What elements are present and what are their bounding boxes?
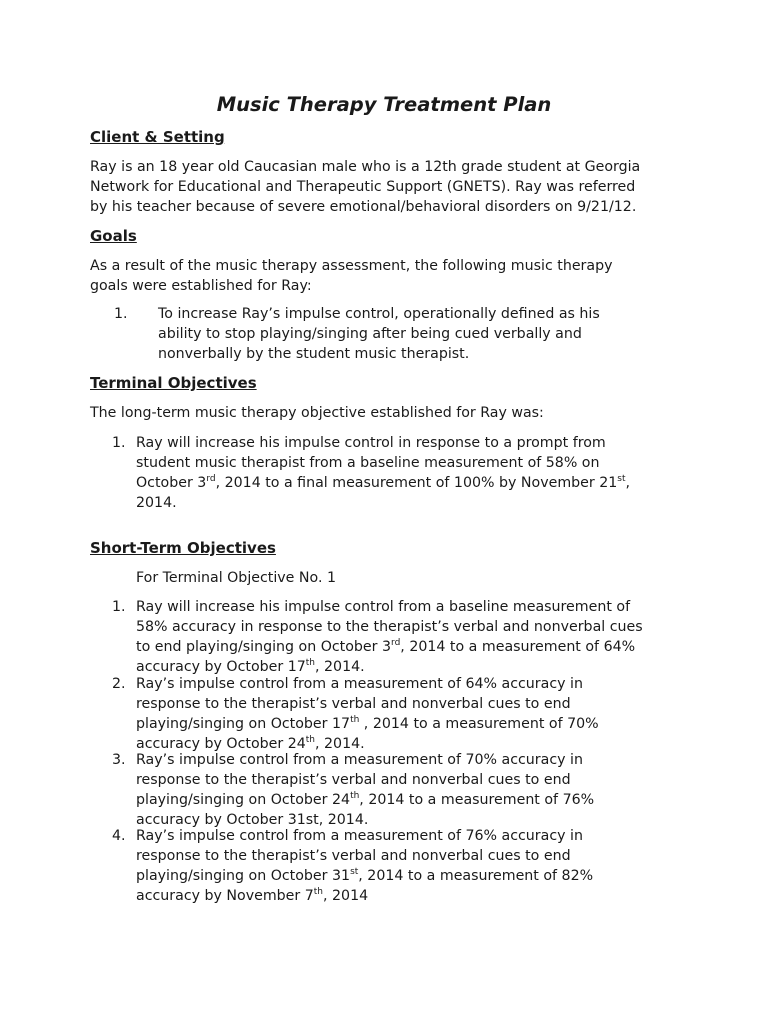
paragraph-line: by his teacher because of severe emotional/behavioral disorders on 9/21/12. — [90, 199, 637, 215]
goals-heading: Goals — [90, 227, 137, 245]
list-number: 2. — [112, 676, 126, 692]
list-number: 1. — [112, 435, 126, 451]
goals-intro — [90, 256, 690, 296]
terminal-objective-item — [90, 433, 690, 513]
paragraph-line: Network for Educational and Therapeutic Support (GNETS). Ray was referred — [90, 179, 636, 195]
document-title: Music Therapy Treatment Plan — [216, 93, 552, 116]
list-item-line: ability to stop playing/singing after being cued verbally and — [158, 326, 582, 342]
short-term-subheading — [136, 568, 736, 588]
short-term-objective-item — [90, 750, 690, 830]
list-item-line: To increase Ray’s impulse control, operationally defined as his — [158, 306, 600, 322]
list-item-line: response to the therapist’s verbal and nonverbal cues to end — [136, 696, 571, 712]
list-item-text — [158, 304, 718, 364]
list-item-line: Ray will increase his impulse control in response to a prompt from — [136, 435, 606, 451]
list-item-line: Ray will increase his impulse control from a baseline measurement of — [136, 599, 631, 615]
paragraph-line: Ray is an 18 year old Caucasian male who is a 12th grade student at Georgia — [90, 159, 641, 175]
list-item-text — [136, 674, 696, 754]
list-item-line: accuracy by October 17th, 2014. — [136, 658, 365, 675]
client-setting-paragraph — [90, 157, 690, 217]
paragraph-line: goals were established for Ray: — [90, 278, 312, 294]
list-item-line: October 3rd, 2014 to a final measurement of 100% by November 21st, — [136, 474, 631, 491]
list-item-line: response to the therapist’s verbal and nonverbal cues to end — [136, 772, 571, 788]
list-item-text — [136, 750, 696, 830]
list-item-line: accuracy by November 7th, 2014 — [136, 887, 369, 904]
list-item-line: playing/singing on October 31st, 2014 to a measurement of 82% — [136, 867, 594, 884]
goal-item — [90, 304, 690, 364]
list-item-line: nonverbally by the student music therapist. — [158, 346, 470, 362]
short-term-objective-item — [90, 674, 690, 754]
list-item-line: accuracy by October 31st, 2014. — [136, 812, 369, 828]
list-item-line: accuracy by October 24th, 2014. — [136, 735, 365, 752]
list-item-line: to end playing/singing on October 3rd, 2014 to a measurement of 64% — [136, 638, 636, 655]
list-item-line: Ray’s impulse control from a measurement of 76% accuracy in — [136, 828, 583, 844]
list-item-text — [136, 433, 696, 513]
list-item-line: Ray’s impulse control from a measurement of 64% accuracy in — [136, 676, 583, 692]
list-number: 3. — [112, 752, 126, 768]
list-item-line: playing/singing on October 24th, 2014 to a measurement of 76% — [136, 791, 595, 808]
list-item-line: 2014. — [136, 495, 177, 511]
list-number: 1. — [112, 599, 126, 615]
list-item-line: response to the therapist’s verbal and nonverbal cues to end — [136, 848, 571, 864]
list-item-line: Ray’s impulse control from a measurement of 70% accuracy in — [136, 752, 583, 768]
client-setting-heading: Client & Setting — [90, 128, 225, 146]
terminal-objectives-heading: Terminal Objectives — [90, 374, 257, 392]
list-item-line: student music therapist from a baseline measurement of 58% on — [136, 455, 600, 471]
terminal-objectives-intro — [90, 403, 690, 423]
list-item-text — [136, 597, 696, 677]
list-item-line: playing/singing on October 17th , 2014 to a measurement of 70% — [136, 715, 599, 732]
list-number: 4. — [112, 828, 126, 844]
paragraph-line: For Terminal Objective No. 1 — [136, 570, 337, 586]
short-term-objective-item — [90, 826, 690, 906]
list-item-line: 58% accuracy in response to the therapist’s verbal and nonverbal cues — [136, 619, 643, 635]
short-term-objective-item — [90, 597, 690, 677]
paragraph-line: As a result of the music therapy assessment, the following music therapy — [90, 258, 613, 274]
short-term-objectives-heading: Short-Term Objectives — [90, 539, 276, 557]
list-number: 1. — [114, 306, 128, 322]
paragraph-line: The long-term music therapy objective established for Ray was: — [90, 405, 544, 421]
list-item-text — [136, 826, 696, 906]
